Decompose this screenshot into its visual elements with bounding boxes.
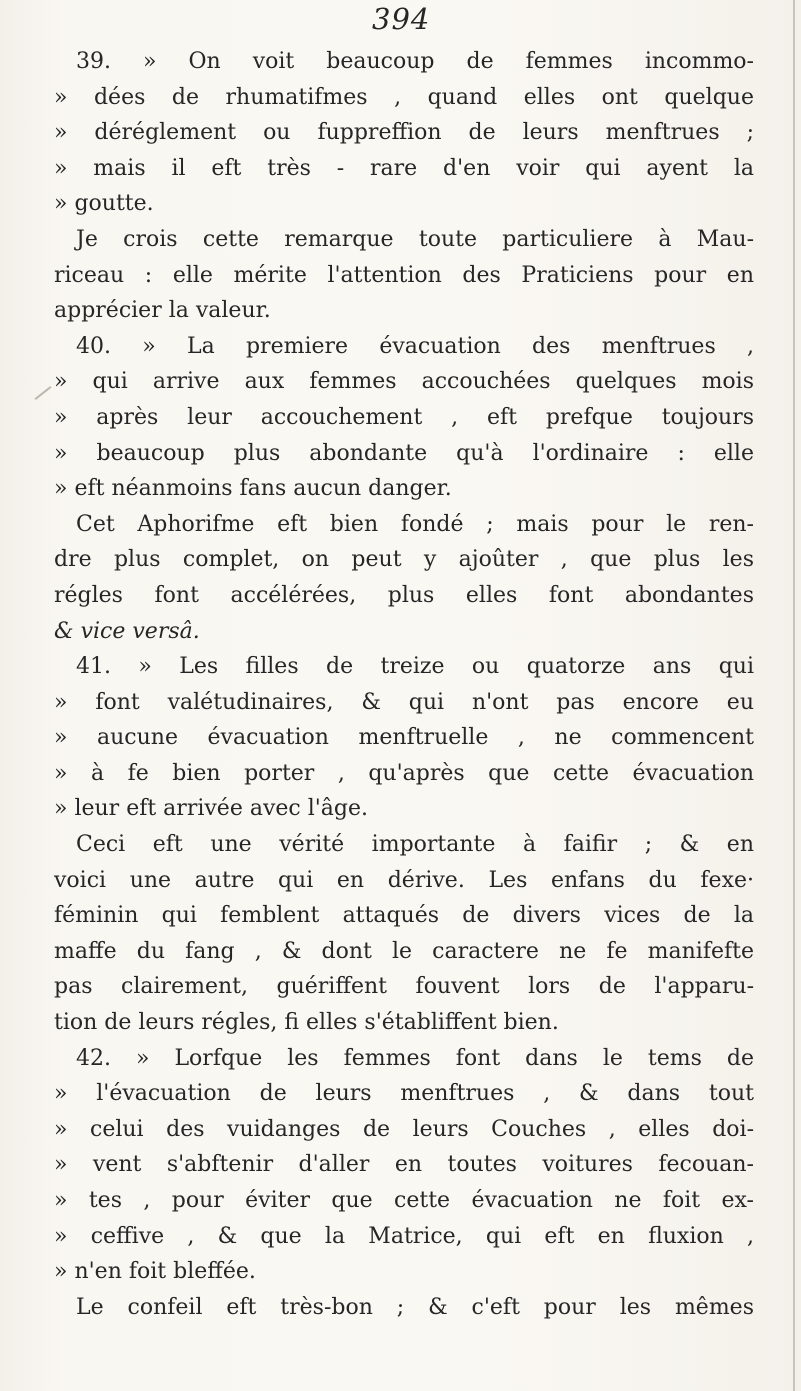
text-line: dre plus complet, on peut y ajoûter , que plus les bbox=[54, 547, 754, 573]
text-line: apprécier la valeur. bbox=[54, 298, 271, 324]
text-line: maffe du fang , & dont le caractere ne fe manifefte bbox=[54, 938, 754, 964]
text-line: régles font accélérées, plus elles font abondantes bbox=[54, 582, 754, 608]
text-line: » ceffive , & que la Matrice, qui eft en fluxion , bbox=[54, 1223, 754, 1249]
text-line: Je crois cette remarque toute particuliere à Mau- bbox=[76, 226, 754, 252]
text-line: féminin qui femblent attaqués de divers vices de la bbox=[54, 903, 754, 929]
text-line: » à fe bien porter , qu'après que cette évacuation bbox=[54, 760, 754, 786]
pencil-mark bbox=[35, 386, 52, 400]
text-line: » l'évacuation de leurs menftrues , & dans tout bbox=[54, 1081, 754, 1107]
text-line: » leur eft arrivée avec l'âge. bbox=[54, 796, 369, 822]
text-line: » déréglement ou fuppreffion de leurs menftrues ; bbox=[54, 120, 754, 146]
text-line: » celui des vuidanges de leurs Couches , elles doi- bbox=[54, 1116, 754, 1142]
page-edge bbox=[793, 0, 795, 1391]
text-line: » n'en foit bleffée. bbox=[54, 1259, 256, 1285]
text-line: Cet Aphorifme eft bien fondé ; mais pour le ren- bbox=[76, 511, 754, 537]
text-line: 41. » Les filles de treize ou quatorze ans qui bbox=[76, 654, 754, 680]
text-line: » dées de rhumatifmes , quand elles ont quelque bbox=[54, 84, 754, 110]
page-number: 394 bbox=[372, 2, 431, 36]
text-line: 42. » Lorfque les femmes font dans le tems de bbox=[76, 1045, 754, 1071]
text-line: » font valétudinaires, & qui n'ont pas encore eu bbox=[54, 689, 754, 715]
body-text bbox=[54, 44, 754, 1325]
text-line: Ceci eft une vérité importante à faifir ; & en bbox=[76, 832, 754, 858]
text-line: » tes , pour éviter que cette évacuation ne foit ex- bbox=[54, 1188, 754, 1213]
text-line: 40. » La premiere évacuation des menftrues , bbox=[76, 333, 754, 359]
text-line: Le confeil eft très-bon ; & c'eft pour les mêmes bbox=[76, 1294, 754, 1320]
text-line: » après leur accouchement , eft prefque toujours bbox=[54, 404, 754, 430]
text-line: riceau : elle mérite l'attention des Praticiens pour en bbox=[54, 262, 754, 288]
text-line: 39. » On voit beaucoup de femmes incommo- bbox=[76, 49, 754, 74]
text-line: voici une autre qui en dérive. Les enfans du fexe· bbox=[54, 867, 754, 893]
text-line: pas clairement, guériffent fouvent lors de l'apparu- bbox=[54, 974, 754, 1000]
text-line: & vice versâ. bbox=[54, 618, 200, 644]
text-line: » beaucoup plus abondante qu'à l'ordinaire : elle bbox=[54, 440, 754, 466]
text-line: » aucune évacuation menftruelle , ne commencent bbox=[54, 725, 754, 751]
text-line: » mais il eft très - rare d'en voir qui ayent la bbox=[54, 155, 754, 181]
text-line: » qui arrive aux femmes accouchées quelques mois bbox=[54, 369, 754, 395]
text-line: » vent s'abftenir d'aller en toutes voitures fecouan- bbox=[54, 1152, 754, 1178]
text-line: » goutte. bbox=[54, 191, 154, 217]
text-line: tion de leurs régles, fi elles s'établiffent bien. bbox=[54, 1010, 559, 1036]
text-line: » eft néanmoins fans aucun danger. bbox=[54, 476, 452, 502]
